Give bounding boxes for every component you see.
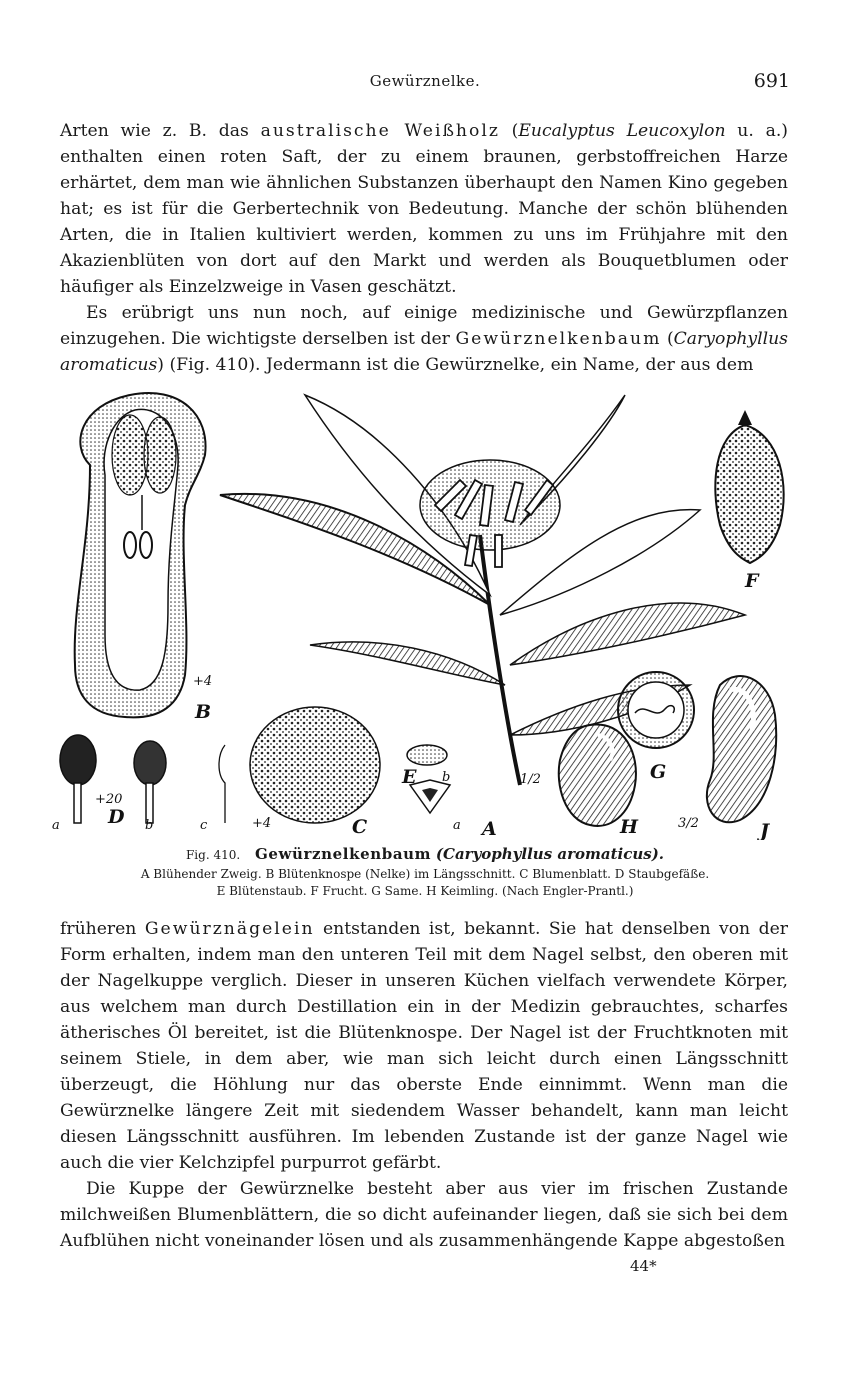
text-run: Es erübrigt uns nun noch, auf einige medizinische und Gewürzpflanzen einzugehen. Die wichtigste derselben ist der — [60, 303, 788, 349]
text-run: ) (Fig. 410). Jedermann ist die Gewürznelke, ein Name, der aus dem — [157, 355, 754, 375]
petal-C — [250, 707, 380, 823]
spaced-term: Gewürznelkenbaum — [455, 329, 662, 349]
bud-section-B — [75, 393, 206, 717]
label-H: H — [620, 816, 638, 838]
figure-latin-name: (Caryophyllus aromaticus). — [435, 845, 665, 863]
mag-A: 1/2 — [520, 772, 541, 787]
label-A: A — [482, 818, 497, 840]
figure-410-illustration — [50, 385, 800, 840]
spaced-term: Gewürznägelein — [144, 919, 315, 939]
label-F: F — [745, 570, 759, 592]
legend-line-1: A Blühender Zweig. B Blütenknospe (Nelke) im Längsschnitt. C Blumenblatt. D Staubgefäße. — [140, 867, 710, 881]
mag-B: +4 — [193, 674, 213, 689]
label-e-small: b — [442, 770, 451, 785]
mag-J: 3/2 — [678, 816, 699, 831]
text-run: ( — [499, 121, 519, 141]
latin-name: Caryophyllus aromaticus — [60, 329, 788, 375]
paragraph-4 — [60, 1176, 788, 1254]
label-a2-small: a — [453, 818, 461, 833]
paragraph-2 — [60, 300, 788, 378]
mag-C: +4 — [252, 816, 272, 831]
label-b-small: b — [145, 818, 154, 833]
figure-title: Gewürznelkenbaum — [254, 845, 432, 863]
label-c-small: c — [200, 818, 208, 833]
running-title: Gewürznelke. — [369, 72, 481, 90]
figure-caption — [60, 845, 790, 863]
mag-D: +20 — [95, 792, 123, 807]
latin-name: Eucalyptus Leucoxylon — [518, 121, 726, 141]
stamens-D — [60, 735, 225, 823]
text-run: Die Kuppe der Gewürznelke besteht aber aus vier im frischen Zustande milchweißen Blumenblättern, die so dicht aufeinander liegen, daß sie sich bei dem Aufblühen nicht voneinander lösen und als zusammenhängende Kappe abgestoßen — [60, 1179, 788, 1251]
label-J: J — [760, 820, 769, 840]
spaced-term: australische Weißholz — [260, 121, 500, 141]
label-B: B — [195, 701, 212, 723]
embryo-H — [559, 725, 636, 826]
page-number: 691 — [753, 70, 790, 92]
fruit-F — [715, 410, 783, 563]
label-G: G — [650, 761, 667, 783]
running-head — [60, 70, 790, 98]
label-D: D — [108, 806, 125, 828]
figure-legend — [60, 866, 790, 900]
seed-G — [618, 672, 694, 748]
text-run: entstanden ist, bekannt. Sie hat denselben von der Form erhalten, indem man den unteren Teil mit dem Nagel selbst, den oberen mit der Nagelkuppe verglich. Dieser in unseren Küchen vielfach verwendete Körper, aus welchem man durch Destillation ein in der Medizin gebrauchtes, scharfes ätherisches Öl bereitet, ist die Blütenknospe. Der Nagel ist der Fruchtknoten mit seinem Stiele, in dem aber, wie man sich leicht durch einen Längsschnitt überzeugt, die Höhlung nur das oberste Ende einnimmt. Wenn man die Gewürznelke längere Zeit mit siedendem Wasser behandelt, kann man leicht diesen Längsschnitt ausführen. Im lebenden Zustande ist der ganze Nagel wie auch die vier Kelchzipfel purpurrot gefärbt. — [60, 919, 788, 1173]
label-C: C — [352, 816, 368, 838]
figure-number: Fig. 410. — [185, 848, 241, 862]
legend-line-2: E Blütenstaub. F Frucht. G Same. H Keimling. (Nach Engler-Prantl.) — [216, 884, 634, 898]
text-run: ( — [661, 329, 674, 349]
label-a-small: a — [52, 818, 60, 833]
signature-mark: 44* — [630, 1257, 657, 1275]
text-run: Arten wie z. B. das — [60, 121, 261, 141]
label-E: E — [402, 766, 417, 788]
embryo-J — [707, 676, 776, 822]
text-run: u. a.) enthalten einen roten Saft, der zu einem braunen, gerbstoffreichen Harze erhärtet, dem man wie ähnlichen Substanzen überhaupt den Namen Kino gegeben hat; es ist für die Gerbertechnik von Bedeutung. Manche der schön blühenden Arten, die in Italien kultiviert werden, kommen zu uns im Frühjahre mit den Akazienblüten von dort auf den Markt und werden als Bouquetblumen oder häufiger als Einzelzweige in Vasen geschätzt. — [60, 121, 788, 297]
botanical-illustration — [50, 385, 800, 840]
paragraph-1 — [60, 118, 788, 300]
text-run: früheren — [60, 919, 145, 939]
paragraph-3 — [60, 916, 788, 1176]
